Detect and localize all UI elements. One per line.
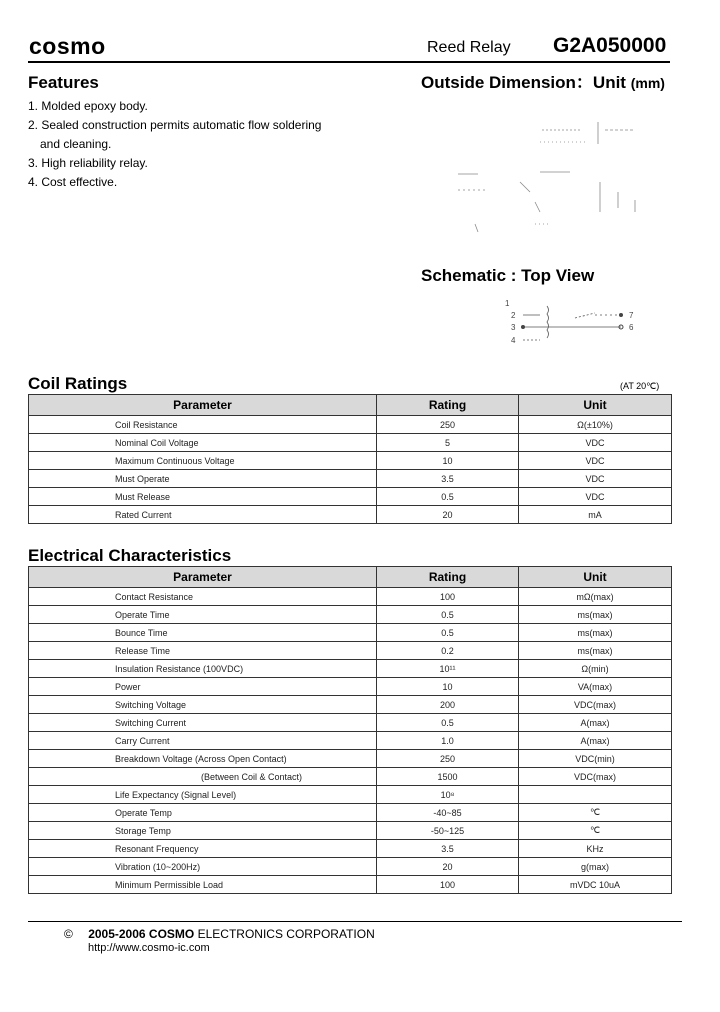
cell-rating: 10	[377, 452, 519, 470]
cell-unit: mΩ(max)	[519, 588, 672, 606]
cell-rating: 10	[377, 678, 519, 696]
document-type: Reed Relay	[427, 39, 511, 56]
table-row	[29, 714, 672, 732]
brand-logo: cosmo	[29, 33, 106, 59]
electrical-characteristics-table	[28, 566, 672, 894]
features-list	[28, 97, 321, 192]
table-row	[29, 876, 672, 894]
cell-parameter: Insulation Resistance (100VDC)	[29, 660, 377, 678]
feature-item: 4. Cost effective.	[28, 175, 118, 189]
table-header-row	[29, 567, 672, 588]
cell-unit: ms(max)	[519, 642, 672, 660]
schematic-pin-label: 1	[505, 299, 510, 308]
table-row	[29, 642, 672, 660]
table-row	[29, 840, 672, 858]
cell-parameter: Must Release	[29, 488, 377, 506]
cell-unit: VDC(max)	[519, 696, 672, 714]
cell-parameter: Bounce Time	[29, 624, 377, 642]
cell-rating: 10⁸	[377, 786, 519, 804]
coil-ratings-title: Coil Ratings	[28, 374, 128, 393]
cell-parameter: (Between Coil & Contact)	[29, 768, 377, 786]
table-row	[29, 768, 672, 786]
coil-ratings-table	[28, 394, 672, 524]
column-header-rating: Rating	[377, 567, 519, 588]
table-row	[29, 506, 672, 524]
cell-rating: 0.2	[377, 642, 519, 660]
company-name-rest: ELECTRONICS CORPORATION	[197, 927, 375, 941]
table-row	[29, 434, 672, 452]
cell-rating: 0.5	[377, 624, 519, 642]
features-title: Features	[28, 73, 99, 92]
schematic-title: Schematic : Top View	[421, 266, 595, 285]
table-row	[29, 750, 672, 768]
cell-unit: ms(max)	[519, 606, 672, 624]
cell-parameter: Storage Temp	[29, 822, 377, 840]
schematic-pin-label: 3	[511, 323, 516, 332]
cell-parameter: Contact Resistance	[29, 588, 377, 606]
part-number: G2A050000	[553, 34, 667, 57]
cell-parameter: Switching Current	[29, 714, 377, 732]
dimension-drawing	[440, 112, 670, 242]
cell-unit: Ω(±10%)	[519, 416, 672, 434]
outside-dimension-unit: (mm)	[630, 75, 665, 91]
cell-rating: 3.5	[377, 840, 519, 858]
feature-item: 1. Molded epoxy body.	[28, 99, 148, 113]
cell-unit: mVDC 10uA	[519, 876, 672, 894]
cell-unit: A(max)	[519, 732, 672, 750]
column-header-unit: Unit	[519, 567, 672, 588]
table-row	[29, 606, 672, 624]
header-rule	[28, 61, 670, 63]
cell-parameter: Life Expectancy (Signal Level)	[29, 786, 377, 804]
cell-rating: 3.5	[377, 470, 519, 488]
cell-unit: VDC	[519, 452, 672, 470]
table-row	[29, 822, 672, 840]
table-row	[29, 452, 672, 470]
cell-rating: 0.5	[377, 714, 519, 732]
copyright-years: 2005-2006	[88, 927, 146, 941]
cell-unit: VA(max)	[519, 678, 672, 696]
cell-unit: VDC	[519, 434, 672, 452]
cell-unit: VDC	[519, 488, 672, 506]
company-name-bold: COSMO	[148, 927, 195, 941]
copyright-symbol: ©	[64, 927, 73, 941]
cell-parameter: Nominal Coil Voltage	[29, 434, 377, 452]
footer-rule	[28, 921, 682, 922]
column-header-parameter: Parameter	[29, 395, 377, 416]
cell-rating: 10¹¹	[377, 660, 519, 678]
cell-parameter: Coil Resistance	[29, 416, 377, 434]
footer-url[interactable]: http://www.cosmo-ic.com	[88, 942, 210, 954]
schematic-pin-label: 7	[629, 311, 634, 320]
electrical-title: Electrical Characteristics	[28, 546, 232, 565]
cell-parameter: Maximum Continuous Voltage	[29, 452, 377, 470]
table-row	[29, 488, 672, 506]
column-header-parameter: Parameter	[29, 567, 377, 588]
cell-unit: Ω(min)	[519, 660, 672, 678]
cell-parameter: Resonant Frequency	[29, 840, 377, 858]
cell-rating: -40~85	[377, 804, 519, 822]
table-row	[29, 678, 672, 696]
cell-parameter: Rated Current	[29, 506, 377, 524]
feature-item: 3. High reliability relay.	[28, 156, 148, 170]
cell-unit: g(max)	[519, 858, 672, 876]
schematic-pin-label: 2	[511, 311, 516, 320]
cell-unit: KHz	[519, 840, 672, 858]
cell-rating: 1500	[377, 768, 519, 786]
outside-dimension-unit-word: Unit	[592, 73, 626, 92]
cell-parameter: Switching Voltage	[29, 696, 377, 714]
cell-parameter: Minimum Permissible Load	[29, 876, 377, 894]
cell-unit	[519, 786, 672, 804]
feature-item: 2. Sealed construction permits automatic flow soldering	[28, 118, 322, 132]
cell-unit: A(max)	[519, 714, 672, 732]
outside-dimension-separator: ：	[575, 73, 593, 92]
cell-parameter: Carry Current	[29, 732, 377, 750]
cell-unit: ℃	[519, 804, 672, 822]
table-header-row	[29, 395, 672, 416]
cell-unit: VDC	[519, 470, 672, 488]
table-row	[29, 624, 672, 642]
cell-parameter: Operate Temp	[29, 804, 377, 822]
cell-rating: 100	[377, 876, 519, 894]
cell-parameter: Breakdown Voltage (Across Open Contact)	[29, 750, 377, 768]
cell-parameter: Release Time	[29, 642, 377, 660]
cell-parameter: Must Operate	[29, 470, 377, 488]
cell-rating: 5	[377, 434, 519, 452]
table-row	[29, 470, 672, 488]
cell-unit: ms(max)	[519, 624, 672, 642]
cell-rating: 250	[377, 750, 519, 768]
feature-item: and cleaning.	[40, 137, 112, 151]
cell-rating: 1.0	[377, 732, 519, 750]
cell-rating: 20	[377, 858, 519, 876]
outside-dimension-title	[421, 73, 665, 93]
column-header-rating: Rating	[377, 395, 519, 416]
coil-ratings-condition: (AT 20℃)	[620, 381, 660, 391]
column-header-unit: Unit	[519, 395, 672, 416]
cell-rating: 20	[377, 506, 519, 524]
cell-parameter: Vibration (10~200Hz)	[29, 858, 377, 876]
cell-rating: 100	[377, 588, 519, 606]
footer-copyright	[64, 927, 375, 941]
table-row	[29, 732, 672, 750]
table-row	[29, 588, 672, 606]
cell-rating: 0.5	[377, 606, 519, 624]
table-row	[29, 416, 672, 434]
cell-unit: ℃	[519, 822, 672, 840]
cell-rating: 250	[377, 416, 519, 434]
outside-dimension-label: Outside Dimension	[421, 73, 576, 92]
cell-unit: mA	[519, 506, 672, 524]
table-row	[29, 696, 672, 714]
table-row	[29, 858, 672, 876]
cell-rating: -50~125	[377, 822, 519, 840]
schematic-diagram	[495, 296, 645, 348]
schematic-pin-label: 4	[511, 336, 516, 345]
schematic-pin-label: 6	[629, 323, 634, 332]
cell-rating: 200	[377, 696, 519, 714]
table-row	[29, 804, 672, 822]
cell-unit: VDC(min)	[519, 750, 672, 768]
cell-parameter: Power	[29, 678, 377, 696]
cell-parameter: Operate Time	[29, 606, 377, 624]
table-row	[29, 786, 672, 804]
cell-unit: VDC(max)	[519, 768, 672, 786]
table-row	[29, 660, 672, 678]
cell-rating: 0.5	[377, 488, 519, 506]
